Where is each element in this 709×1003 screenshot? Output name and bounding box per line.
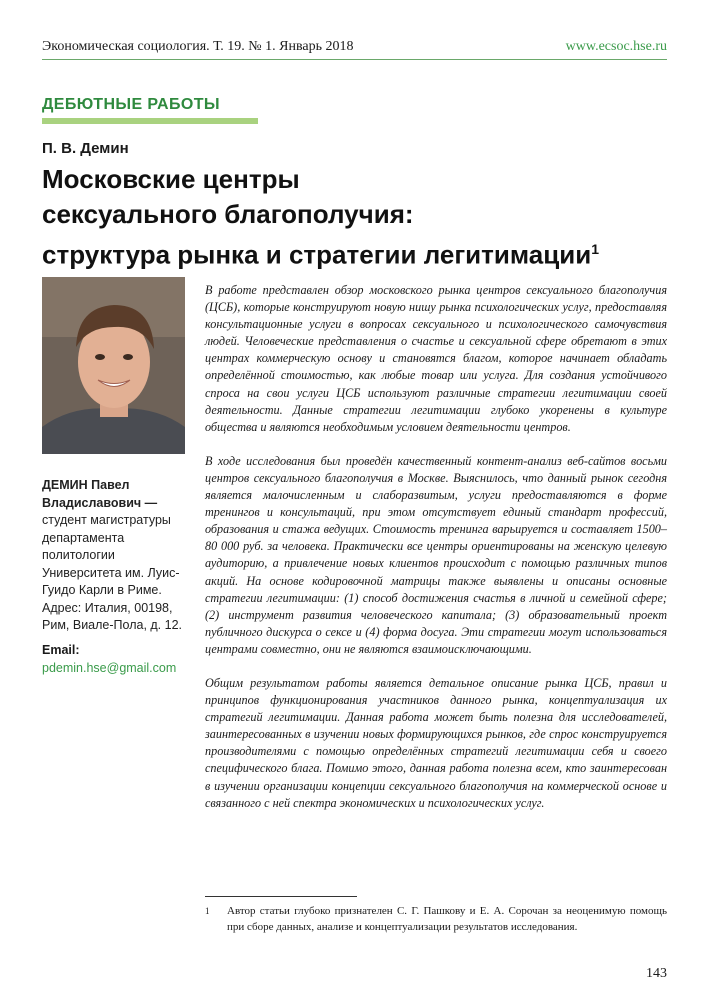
footnote-divider [205,896,357,897]
article-title [42,162,599,273]
journal-url[interactable]: www.ecsoc.hse.ru [565,39,667,54]
abstract-paragraph: Общим результатом работы является детальное описание рынка ЦСБ, правил и принципов функционирования участников данного рынка, концептуализация их стратегий легитимации. Данная работа может быть полезна для исследователей, заинтересованных в изучении новых формирующихся рынков, где спрос конструируется производителями с помощью определённых стратегий легитимации себя и своего специфического блага. Помимо этого, данная работа полезна всем, кто заинтересован в изучении организации концепции сексуального благополучия на коммерческой основе и связанного с ней спектра экономических и психологических услуг. [205,675,667,810]
title-line-3-text: структура рынка и стратегии легитимации [42,239,592,270]
footnote-text: Автор статьи глубоко признателен С. Г. Пашкову и Е. А. Сорочан за неоценимую помощь при сборе данных, анализе и концептуализации результатов исследования. [227,905,667,933]
page-number: 143 [646,966,667,981]
author-name: П. В. Демин [42,140,129,157]
footnote-number: 1 [205,906,210,916]
journal-header: Экономическая социология. Т. 19. № 1. Январь 2018 [42,39,354,54]
title-line-2: сексуального благополучия: [42,199,414,229]
section-label: ДЕБЮТНЫЕ РАБОТЫ [42,96,220,113]
title-footnote-mark[interactable]: 1 [591,241,599,257]
abstract-paragraph: В ходе исследования был проведён качественный контент-анализ веб-сайтов восьми центров сексуального благополучия в Москве. Выяснилось, что данный рынок сегодня является малочисленным и слаборазвитым, услуги предоставляются в форме тренингов и консультаций, при этом отсутствует единый стандарт профессий, образования и стажа ведущих. Стоимость тренинга варьируется и составляет 1500–80 000 руб. за человека. Практически все центры ориентированы на женскую целевую аудиторию, а привлечение новых клиентов происходит с помощью различных типов акций. На основе кодировочной матрицы также выявлены и описаны основные стратегии легитимации: (1) способ достижения счастья в личной и семейной сфере; (2) инструмент развития человеческого капитала; (3) образовательный проект публичного дискурса о сексе и (4) форма досуга. Эти стратегии могут использоваться центрами совместно, они не являются взаимоисключающими. [205,453,667,656]
title-line-1: Московские центры [42,164,300,194]
abstract-paragraph: В работе представлен обзор московского рынка центров сексуального благополучия (ЦСБ), которые конструируют новую нишу рынка психологических услуг, предоставляя консультационные услуги в вопросах сексуального и психологического самочувствия людей. Человеческие представления о счастье и сексуальной сфере обретают в этих центрах коммерческую основу и становятся благом, которое начинает обладать определённой стоимостью, как любые товар или услуга. Для создания устойчивого спроса на свои услуги ЦСБ используют различные стратегии легитимации своей деятельности. Данные стратегии легитимации глубоко укоренены в культуре общества и являются необходимым условием деятельности центров. [205,283,667,434]
author-photo [42,277,185,454]
bio-address: Адрес: Италия, 00198, Рим, Виале-Пола, д. 12. [42,600,183,632]
email-label: Email: [42,643,80,657]
email-link[interactable]: pdemin.hse@gmail.com [42,660,177,675]
author-email [42,642,192,677]
header-divider [42,59,667,60]
title-line-3 [42,232,599,273]
bio-name: ДЕМИН Павел Владиславович — [42,478,158,510]
author-portrait-image [42,277,185,454]
bio-description: студент магистратуры департамента политологии Университета им. Луис-Гуидо Карли в Риме. [42,513,180,597]
section-underline [42,118,258,124]
author-bio [42,477,192,635]
abstract [205,282,667,829]
footnote [205,903,667,935]
